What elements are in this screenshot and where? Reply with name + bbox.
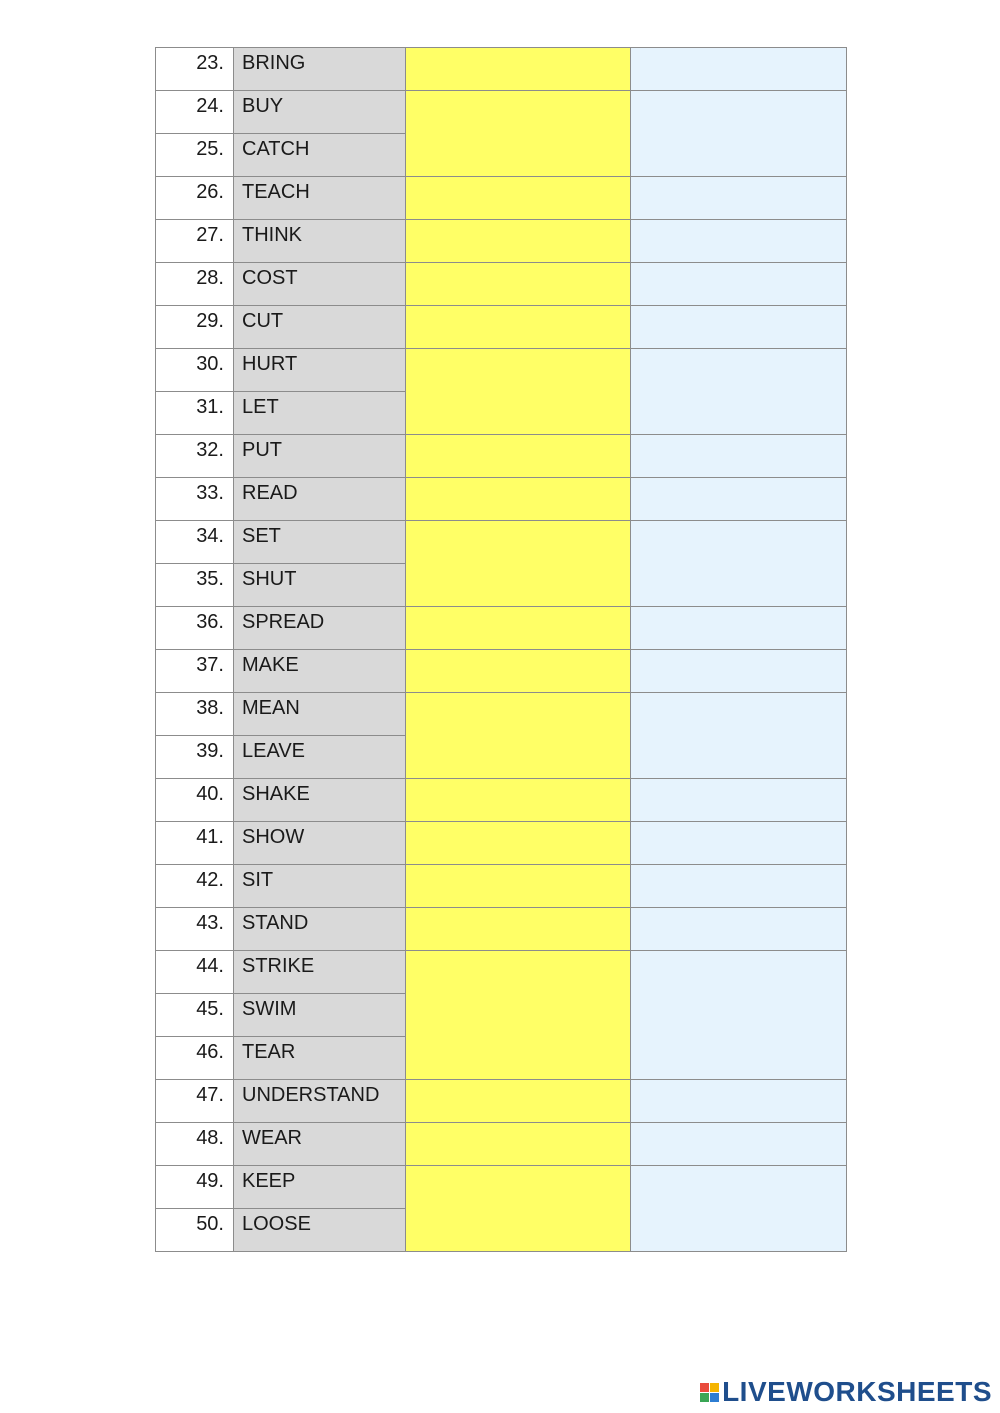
- table-row: [156, 865, 847, 908]
- past-participle-answer-field[interactable]: [631, 607, 847, 650]
- past-simple-answer-field[interactable]: [406, 1166, 631, 1252]
- verb-cell: THINK: [234, 220, 406, 263]
- row-number: 29.: [156, 306, 234, 349]
- past-participle-answer-field[interactable]: [631, 177, 847, 220]
- verb-cell: BUY: [234, 91, 406, 134]
- table-row: [156, 908, 847, 951]
- table-row: [156, 306, 847, 349]
- past-simple-answer-field[interactable]: [406, 48, 631, 91]
- past-simple-answer-field[interactable]: [406, 1123, 631, 1166]
- row-number: 30.: [156, 349, 234, 392]
- past-simple-answer-field[interactable]: [406, 865, 631, 908]
- verb-cell: HURT: [234, 349, 406, 392]
- table-row: [156, 91, 847, 134]
- verb-cell: COST: [234, 263, 406, 306]
- verb-cell: STAND: [234, 908, 406, 951]
- row-number: 28.: [156, 263, 234, 306]
- past-participle-answer-field[interactable]: [631, 951, 847, 1080]
- past-simple-answer-field[interactable]: [406, 177, 631, 220]
- table-row: [156, 607, 847, 650]
- table-row: [156, 779, 847, 822]
- row-number: 39.: [156, 736, 234, 779]
- past-simple-answer-field[interactable]: [406, 951, 631, 1080]
- past-participle-answer-field[interactable]: [631, 822, 847, 865]
- verb-cell: CATCH: [234, 134, 406, 177]
- past-participle-answer-field[interactable]: [631, 349, 847, 435]
- verb-cell: SHAKE: [234, 779, 406, 822]
- row-number: 40.: [156, 779, 234, 822]
- liveworksheets-logo: [700, 1376, 992, 1408]
- past-participle-answer-field[interactable]: [631, 908, 847, 951]
- past-participle-answer-field[interactable]: [631, 1080, 847, 1123]
- past-simple-answer-field[interactable]: [406, 1080, 631, 1123]
- past-participle-answer-field[interactable]: [631, 865, 847, 908]
- verb-cell: LEAVE: [234, 736, 406, 779]
- row-number: 45.: [156, 994, 234, 1037]
- row-number: 46.: [156, 1037, 234, 1080]
- verb-cell: MAKE: [234, 650, 406, 693]
- table-row: [156, 48, 847, 91]
- verb-cell: SET: [234, 521, 406, 564]
- table-row: [156, 650, 847, 693]
- table-row: [156, 822, 847, 865]
- past-participle-answer-field[interactable]: [631, 91, 847, 177]
- row-number: 32.: [156, 435, 234, 478]
- past-simple-answer-field[interactable]: [406, 908, 631, 951]
- verb-cell: STRIKE: [234, 951, 406, 994]
- row-number: 36.: [156, 607, 234, 650]
- table-row: [156, 693, 847, 736]
- table-row: [156, 349, 847, 392]
- verb-cell: WEAR: [234, 1123, 406, 1166]
- verb-cell: KEEP: [234, 1166, 406, 1209]
- past-simple-answer-field[interactable]: [406, 478, 631, 521]
- past-participle-answer-field[interactable]: [631, 779, 847, 822]
- row-number: 42.: [156, 865, 234, 908]
- table-row: [156, 220, 847, 263]
- past-participle-answer-field[interactable]: [631, 650, 847, 693]
- row-number: 26.: [156, 177, 234, 220]
- verb-cell: LET: [234, 392, 406, 435]
- table-row: [156, 521, 847, 564]
- past-participle-answer-field[interactable]: [631, 306, 847, 349]
- row-number: 41.: [156, 822, 234, 865]
- past-simple-answer-field[interactable]: [406, 306, 631, 349]
- row-number: 44.: [156, 951, 234, 994]
- past-participle-answer-field[interactable]: [631, 693, 847, 779]
- table-row: [156, 478, 847, 521]
- table-row: [156, 177, 847, 220]
- past-simple-answer-field[interactable]: [406, 435, 631, 478]
- past-simple-answer-field[interactable]: [406, 521, 631, 607]
- verb-cell: SIT: [234, 865, 406, 908]
- past-simple-answer-field[interactable]: [406, 91, 631, 177]
- row-number: 34.: [156, 521, 234, 564]
- row-number: 48.: [156, 1123, 234, 1166]
- past-participle-answer-field[interactable]: [631, 220, 847, 263]
- row-number: 24.: [156, 91, 234, 134]
- past-simple-answer-field[interactable]: [406, 822, 631, 865]
- table-row: [156, 263, 847, 306]
- row-number: 27.: [156, 220, 234, 263]
- past-participle-answer-field[interactable]: [631, 1123, 847, 1166]
- logo-text: LIVEWORKSHEETS: [722, 1376, 992, 1407]
- verb-cell: LOOSE: [234, 1209, 406, 1252]
- verb-cell: PUT: [234, 435, 406, 478]
- past-simple-answer-field[interactable]: [406, 607, 631, 650]
- table-row: [156, 951, 847, 994]
- past-participle-answer-field[interactable]: [631, 1166, 847, 1252]
- row-number: 35.: [156, 564, 234, 607]
- verb-table: [155, 47, 847, 1252]
- logo-mark-icon: [700, 1383, 719, 1402]
- table-row: [156, 1166, 847, 1209]
- table-row: [156, 1080, 847, 1123]
- verb-cell: READ: [234, 478, 406, 521]
- row-number: 50.: [156, 1209, 234, 1252]
- past-participle-answer-field[interactable]: [631, 435, 847, 478]
- verb-cell: SPREAD: [234, 607, 406, 650]
- past-simple-answer-field[interactable]: [406, 220, 631, 263]
- past-participle-answer-field[interactable]: [631, 263, 847, 306]
- verb-cell: SWIM: [234, 994, 406, 1037]
- verb-cell: UNDERSTAND: [234, 1080, 406, 1123]
- row-number: 23.: [156, 48, 234, 91]
- past-simple-answer-field[interactable]: [406, 779, 631, 822]
- past-simple-answer-field[interactable]: [406, 650, 631, 693]
- row-number: 38.: [156, 693, 234, 736]
- verb-cell: BRING: [234, 48, 406, 91]
- table-row: [156, 435, 847, 478]
- row-number: 31.: [156, 392, 234, 435]
- past-participle-answer-field[interactable]: [631, 478, 847, 521]
- past-simple-answer-field[interactable]: [406, 263, 631, 306]
- row-number: 33.: [156, 478, 234, 521]
- past-participle-answer-field[interactable]: [631, 521, 847, 607]
- row-number: 43.: [156, 908, 234, 951]
- verb-cell: TEAR: [234, 1037, 406, 1080]
- table-row: [156, 1123, 847, 1166]
- row-number: 47.: [156, 1080, 234, 1123]
- past-simple-answer-field[interactable]: [406, 693, 631, 779]
- verb-cell: MEAN: [234, 693, 406, 736]
- row-number: 37.: [156, 650, 234, 693]
- past-simple-answer-field[interactable]: [406, 349, 631, 435]
- verb-cell: SHUT: [234, 564, 406, 607]
- verb-cell: SHOW: [234, 822, 406, 865]
- verb-cell: TEACH: [234, 177, 406, 220]
- row-number: 25.: [156, 134, 234, 177]
- row-number: 49.: [156, 1166, 234, 1209]
- verb-cell: CUT: [234, 306, 406, 349]
- past-participle-answer-field[interactable]: [631, 48, 847, 91]
